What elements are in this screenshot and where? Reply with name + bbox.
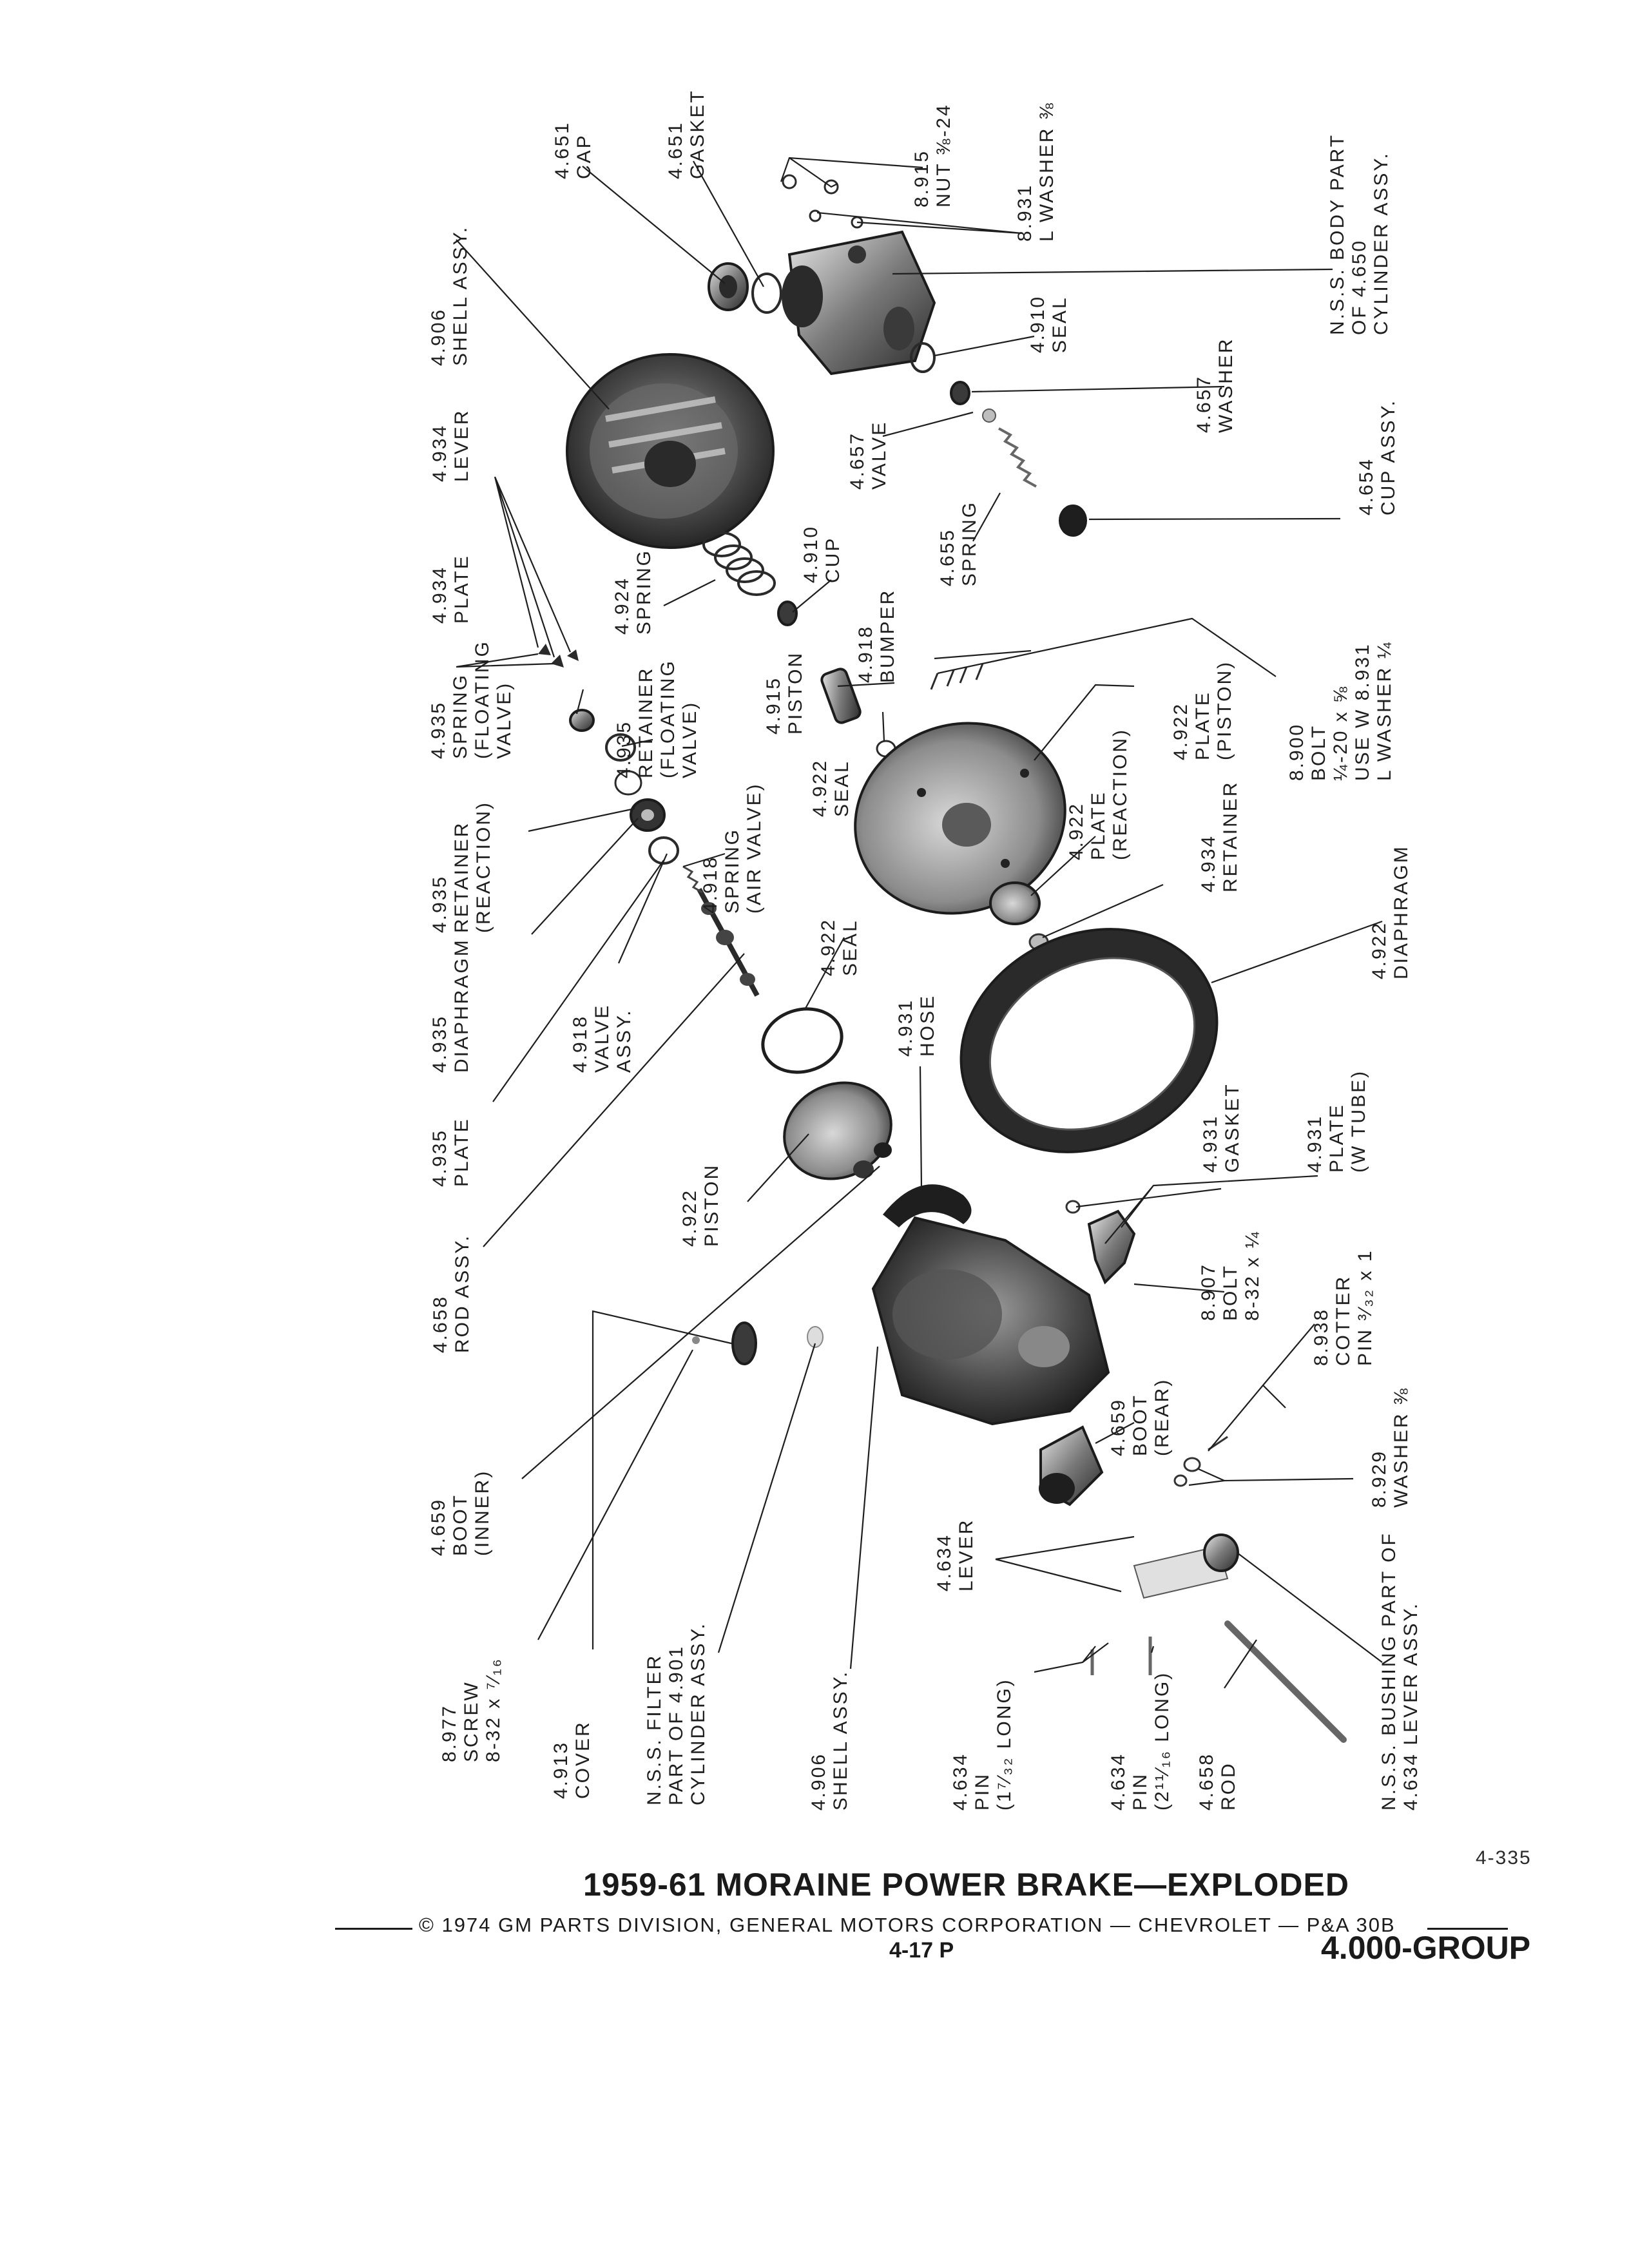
large-spring-part — [704, 533, 775, 595]
svg-text:4.915: 4.915 — [763, 676, 784, 735]
svg-text:COVER: COVER — [572, 1720, 593, 1799]
svg-text:NUT ⅜-24: NUT ⅜-24 — [933, 103, 954, 207]
svg-text:4.922: 4.922 — [679, 1188, 700, 1247]
svg-text:PART OF 4.901: PART OF 4.901 — [666, 1644, 687, 1805]
label-4931-hose — [895, 994, 938, 1057]
svg-text:CAP: CAP — [574, 133, 595, 179]
svg-text:(FLOATING: (FLOATING — [657, 659, 679, 778]
svg-text:SCREW: SCREW — [461, 1680, 482, 1762]
spring-part — [999, 428, 1036, 486]
svg-text:CUP: CUP — [822, 536, 843, 583]
label-4659-boot-inner — [428, 1470, 493, 1556]
svg-text:8-32 x ¼: 8-32 x ¼ — [1242, 1230, 1263, 1321]
svg-text:USE W 8.931: USE W 8.931 — [1352, 642, 1373, 781]
svg-text:L WASHER ⅜: L WASHER ⅜ — [1036, 101, 1057, 242]
svg-text:4.910: 4.910 — [1027, 294, 1048, 353]
seal-ring-part — [756, 1001, 849, 1081]
screw-part — [692, 1336, 700, 1344]
svg-text:WASHER: WASHER — [1215, 337, 1237, 433]
svg-text:BOOT: BOOT — [1130, 1393, 1151, 1456]
svg-text:4.913: 4.913 — [550, 1740, 572, 1799]
svg-text:4.918: 4.918 — [855, 624, 876, 683]
svg-text:4.657: 4.657 — [847, 431, 868, 490]
svg-text:LEVER: LEVER — [451, 408, 472, 482]
front-shell-part — [567, 354, 773, 548]
label-8929-washer — [1369, 1387, 1412, 1508]
svg-text:PIN: PIN — [972, 1772, 993, 1811]
svg-text:4.634: 4.634 — [950, 1752, 971, 1811]
rear-shell-part — [873, 1218, 1108, 1424]
svg-text:ROD ASSY.: ROD ASSY. — [452, 1234, 473, 1353]
svg-text:4.918: 4.918 — [700, 855, 721, 914]
label-8907-bolt — [1198, 1230, 1263, 1321]
svg-text:(PISTON): (PISTON) — [1214, 660, 1235, 760]
label-8900-bolt — [1286, 640, 1395, 781]
svg-text:CYLINDER ASSY.: CYLINDER ASSY. — [688, 1622, 709, 1805]
svg-text:LEVER: LEVER — [956, 1518, 977, 1591]
svg-text:4.910: 4.910 — [800, 524, 822, 583]
label-8938-cotter-pin — [1311, 1249, 1376, 1366]
svg-text:8.929: 8.929 — [1369, 1449, 1390, 1508]
label-4658-rod-assy — [430, 1234, 473, 1353]
svg-text:4.654: 4.654 — [1356, 457, 1377, 515]
cap-part — [709, 264, 747, 310]
svg-text:CYLINDER ASSY.: CYLINDER ASSY. — [1371, 151, 1392, 335]
nut-washer-parts — [783, 175, 862, 227]
svg-text:4.634 LEVER ASSY.: 4.634 LEVER ASSY. — [1400, 1602, 1422, 1811]
reaction-retainer-part — [631, 800, 664, 831]
label-4657-washer — [1193, 337, 1237, 433]
svg-text:4.922: 4.922 — [809, 758, 831, 817]
svg-text:OF 4.650: OF 4.650 — [1349, 238, 1370, 335]
svg-text:4.655: 4.655 — [937, 528, 958, 586]
svg-text:HOSE: HOSE — [917, 994, 938, 1057]
label-4918-valve-assy — [570, 1004, 635, 1073]
svg-text:(REACTION): (REACTION) — [1110, 728, 1131, 860]
label-4657-valve — [847, 421, 890, 490]
label-4922-diaphragm — [1369, 845, 1412, 979]
svg-text:4.935: 4.935 — [429, 874, 450, 933]
group-label: 4.000-GROUP — [1321, 1930, 1531, 1966]
svg-text:BOLT: BOLT — [1220, 1264, 1241, 1321]
svg-text:ROD: ROD — [1218, 1762, 1239, 1811]
label-4910-seal — [1027, 295, 1070, 353]
cup-part — [778, 602, 796, 625]
label-4924-spring — [612, 549, 655, 635]
label-4922-plate-piston — [1170, 660, 1235, 760]
figure-number: 4-335 — [1476, 1847, 1532, 1869]
rear-boot-part — [1039, 1427, 1102, 1504]
bolt-parts — [931, 664, 983, 689]
tube-plate-part — [1089, 1211, 1134, 1282]
svg-text:8.938: 8.938 — [1311, 1307, 1332, 1366]
svg-text:4.657: 4.657 — [1193, 374, 1215, 433]
label-4934-lever — [429, 409, 472, 482]
label-4659-boot-rear — [1108, 1378, 1173, 1456]
svg-text:VALVE): VALVE) — [679, 700, 700, 778]
label-4915-piston — [763, 651, 806, 735]
label-4922-seal-mid — [809, 759, 853, 817]
svg-text:4.922: 4.922 — [818, 918, 839, 976]
gasket-part — [753, 274, 781, 312]
svg-text:SHELL ASSY.: SHELL ASSY. — [450, 225, 471, 366]
part-labels — [428, 89, 1422, 1811]
label-4906-shell-top — [428, 226, 471, 366]
label-nss-bushing — [1378, 1532, 1422, 1811]
svg-text:4.935: 4.935 — [429, 1128, 450, 1187]
cover-part — [733, 1323, 756, 1364]
svg-text:VALVE): VALVE) — [494, 681, 515, 759]
svg-text:4.924: 4.924 — [612, 576, 633, 635]
svg-text:(INNER): (INNER) — [472, 1469, 493, 1556]
svg-text:VALVE: VALVE — [592, 1003, 613, 1073]
svg-text:4.634: 4.634 — [1108, 1752, 1129, 1811]
label-4918-bumper — [855, 589, 898, 683]
rear-piston-part — [769, 1066, 907, 1196]
svg-text:SPRING: SPRING — [722, 827, 743, 914]
svg-text:4.651: 4.651 — [665, 120, 686, 179]
svg-text:4.931: 4.931 — [895, 998, 916, 1057]
label-nss-filter — [644, 1622, 709, 1805]
svg-text:4.906: 4.906 — [808, 1752, 829, 1811]
svg-text:4.934: 4.934 — [429, 423, 450, 482]
svg-text:4.658: 4.658 — [430, 1294, 451, 1353]
svg-text:WASHER ⅜: WASHER ⅜ — [1391, 1387, 1412, 1508]
svg-text:BUMPER: BUMPER — [877, 588, 898, 683]
svg-text:SEAL: SEAL — [831, 760, 853, 817]
label-8915-nut — [911, 103, 954, 207]
svg-text:DIAPHRAGM: DIAPHRAGM — [1391, 845, 1412, 979]
label-4922-piston — [679, 1164, 722, 1247]
label-4918-spring-air — [700, 782, 765, 914]
reaction-plate-part — [990, 883, 1039, 924]
svg-text:(REAR): (REAR) — [1152, 1378, 1173, 1456]
svg-text:(W TUBE): (W TUBE) — [1348, 1069, 1369, 1173]
cup-assy-part — [1060, 506, 1086, 535]
svg-text:4.906: 4.906 — [428, 307, 449, 366]
svg-text:BOLT: BOLT — [1308, 724, 1329, 781]
svg-text:CUP ASSY.: CUP ASSY. — [1378, 399, 1399, 515]
svg-text:(AIR VALVE): (AIR VALVE) — [744, 782, 765, 914]
svg-text:4.634: 4.634 — [934, 1533, 955, 1591]
svg-text:4.918: 4.918 — [570, 1014, 591, 1073]
label-4651-cap — [552, 121, 595, 179]
label-8931-washer — [1014, 101, 1057, 242]
svg-text:N.S.S. BUSHING PART OF: N.S.S. BUSHING PART OF — [1378, 1532, 1400, 1811]
svg-text:SEAL: SEAL — [1049, 296, 1070, 353]
label-4935-retainer-floating — [613, 659, 700, 778]
svg-text:8.907: 8.907 — [1198, 1262, 1219, 1321]
svg-text:4.931: 4.931 — [1304, 1114, 1325, 1173]
svg-text:GASKET: GASKET — [1222, 1082, 1243, 1173]
svg-text:4.922: 4.922 — [1066, 802, 1087, 860]
label-4931-gasket — [1200, 1082, 1243, 1173]
label-4922-plate-reaction — [1066, 728, 1131, 860]
label-4655-spring — [937, 501, 980, 586]
svg-text:RETAINER: RETAINER — [635, 666, 657, 778]
svg-text:4.934: 4.934 — [1198, 834, 1219, 892]
lever-plate-parts — [538, 644, 593, 731]
svg-text:SPRING: SPRING — [450, 673, 471, 759]
svg-text:4.935: 4.935 — [613, 720, 635, 778]
svg-text:8.931: 8.931 — [1014, 183, 1036, 242]
svg-text:N.S.S. BODY PART: N.S.S. BODY PART — [1327, 133, 1348, 335]
svg-text:DIAPHRAGM: DIAPHRAGM — [451, 938, 472, 1073]
svg-text:PIN: PIN — [1130, 1772, 1151, 1811]
svg-text:4.651: 4.651 — [552, 120, 573, 179]
pin-parts — [1092, 1637, 1150, 1675]
valve-part — [983, 409, 996, 422]
lever-assy-part — [1134, 1535, 1238, 1598]
svg-text:4.935: 4.935 — [428, 700, 449, 759]
svg-text:4.934: 4.934 — [429, 565, 450, 624]
svg-text:PLATE: PLATE — [1192, 691, 1213, 760]
label-4934-retainer — [1198, 781, 1241, 892]
label-4910-cup — [800, 525, 843, 583]
label-4935-plate — [429, 1117, 472, 1187]
label-4634-pin-long — [1108, 1671, 1173, 1811]
label-8977-screw — [439, 1657, 504, 1762]
svg-text:RETAINER: RETAINER — [451, 821, 472, 933]
label-4634-lever — [934, 1519, 977, 1591]
svg-text:4.659: 4.659 — [428, 1497, 449, 1556]
label-4935-diaphragm — [429, 938, 472, 1073]
svg-text:VALVE: VALVE — [869, 420, 890, 490]
svg-text:PISTON: PISTON — [701, 1163, 722, 1247]
svg-text:(2¹¹⁄₁₆ LONG): (2¹¹⁄₁₆ LONG) — [1152, 1671, 1173, 1811]
svg-text:PLATE: PLATE — [1088, 791, 1109, 860]
svg-text:¼-20 x ⅝: ¼-20 x ⅝ — [1330, 684, 1351, 781]
label-4906-shell-bottom — [808, 1670, 851, 1811]
label-4634-pin-short — [950, 1678, 1015, 1811]
label-4654-cup — [1356, 399, 1399, 515]
svg-text:SPRING: SPRING — [959, 500, 980, 586]
svg-text:PLATE: PLATE — [451, 1117, 472, 1187]
page-title: 1959-61 MORAINE POWER BRAKE—EXPLODED — [583, 1867, 1350, 1903]
label-4935-retainer-reaction — [429, 801, 494, 933]
svg-text:4.931: 4.931 — [1200, 1114, 1221, 1173]
svg-text:4.922: 4.922 — [1369, 921, 1390, 979]
svg-text:8-32 x ⁷⁄₁₆: 8-32 x ⁷⁄₁₆ — [483, 1657, 504, 1762]
svg-text:ASSY.: ASSY. — [613, 1008, 635, 1073]
page-number: 4-17 P — [889, 1938, 954, 1963]
svg-text:4.935: 4.935 — [429, 1014, 450, 1073]
label-4922-seal-lower — [818, 918, 861, 976]
svg-text:BOOT: BOOT — [450, 1493, 471, 1556]
rule-left — [335, 1928, 412, 1930]
label-4651-gasket — [665, 89, 708, 179]
svg-text:8.900: 8.900 — [1286, 722, 1307, 781]
svg-text:PISTON: PISTON — [785, 651, 806, 735]
label-4931-plate-tube — [1304, 1070, 1369, 1173]
svg-text:PIN ³⁄₃₂ x 1: PIN ³⁄₃₂ x 1 — [1354, 1249, 1376, 1366]
rod-part — [1228, 1624, 1344, 1740]
label-4658-rod — [1196, 1753, 1239, 1811]
svg-text:(FLOATING: (FLOATING — [472, 640, 493, 759]
piston-plate-part — [828, 694, 1092, 942]
svg-text:4.659: 4.659 — [1108, 1398, 1129, 1456]
svg-text:GASKET: GASKET — [687, 89, 708, 179]
svg-text:COTTER: COTTER — [1333, 1274, 1354, 1366]
label-4934-plate — [429, 554, 472, 624]
label-4913-cover — [550, 1720, 593, 1799]
label-nss-body — [1327, 133, 1392, 335]
svg-text:8.915: 8.915 — [911, 149, 932, 207]
svg-text:N.S.S. FILTER: N.S.S. FILTER — [644, 1653, 665, 1805]
copyright-line: © 1974 GM PARTS DIVISION, GENERAL MOTORS CORPORATION — CHEVROLET — P&A 30B — [419, 1914, 1396, 1936]
svg-text:4.658: 4.658 — [1196, 1752, 1217, 1811]
svg-text:SPRING: SPRING — [633, 548, 655, 635]
label-4935-spring-floating — [428, 640, 515, 759]
svg-text:(REACTION): (REACTION) — [473, 801, 494, 933]
svg-text:SEAL: SEAL — [840, 919, 861, 976]
svg-text:4.922: 4.922 — [1170, 702, 1191, 760]
svg-text:L WASHER ¼: L WASHER ¼ — [1374, 640, 1395, 781]
svg-text:SHELL ASSY.: SHELL ASSY. — [830, 1669, 851, 1811]
svg-text:PLATE: PLATE — [1326, 1103, 1347, 1173]
washer-part — [951, 382, 969, 404]
svg-text:RETAINER: RETAINER — [1220, 780, 1241, 892]
svg-text:8.977: 8.977 — [439, 1704, 460, 1762]
svg-text:(1⁷⁄₃₂ LONG): (1⁷⁄₃₂ LONG) — [994, 1678, 1015, 1811]
svg-text:PLATE: PLATE — [451, 554, 472, 624]
